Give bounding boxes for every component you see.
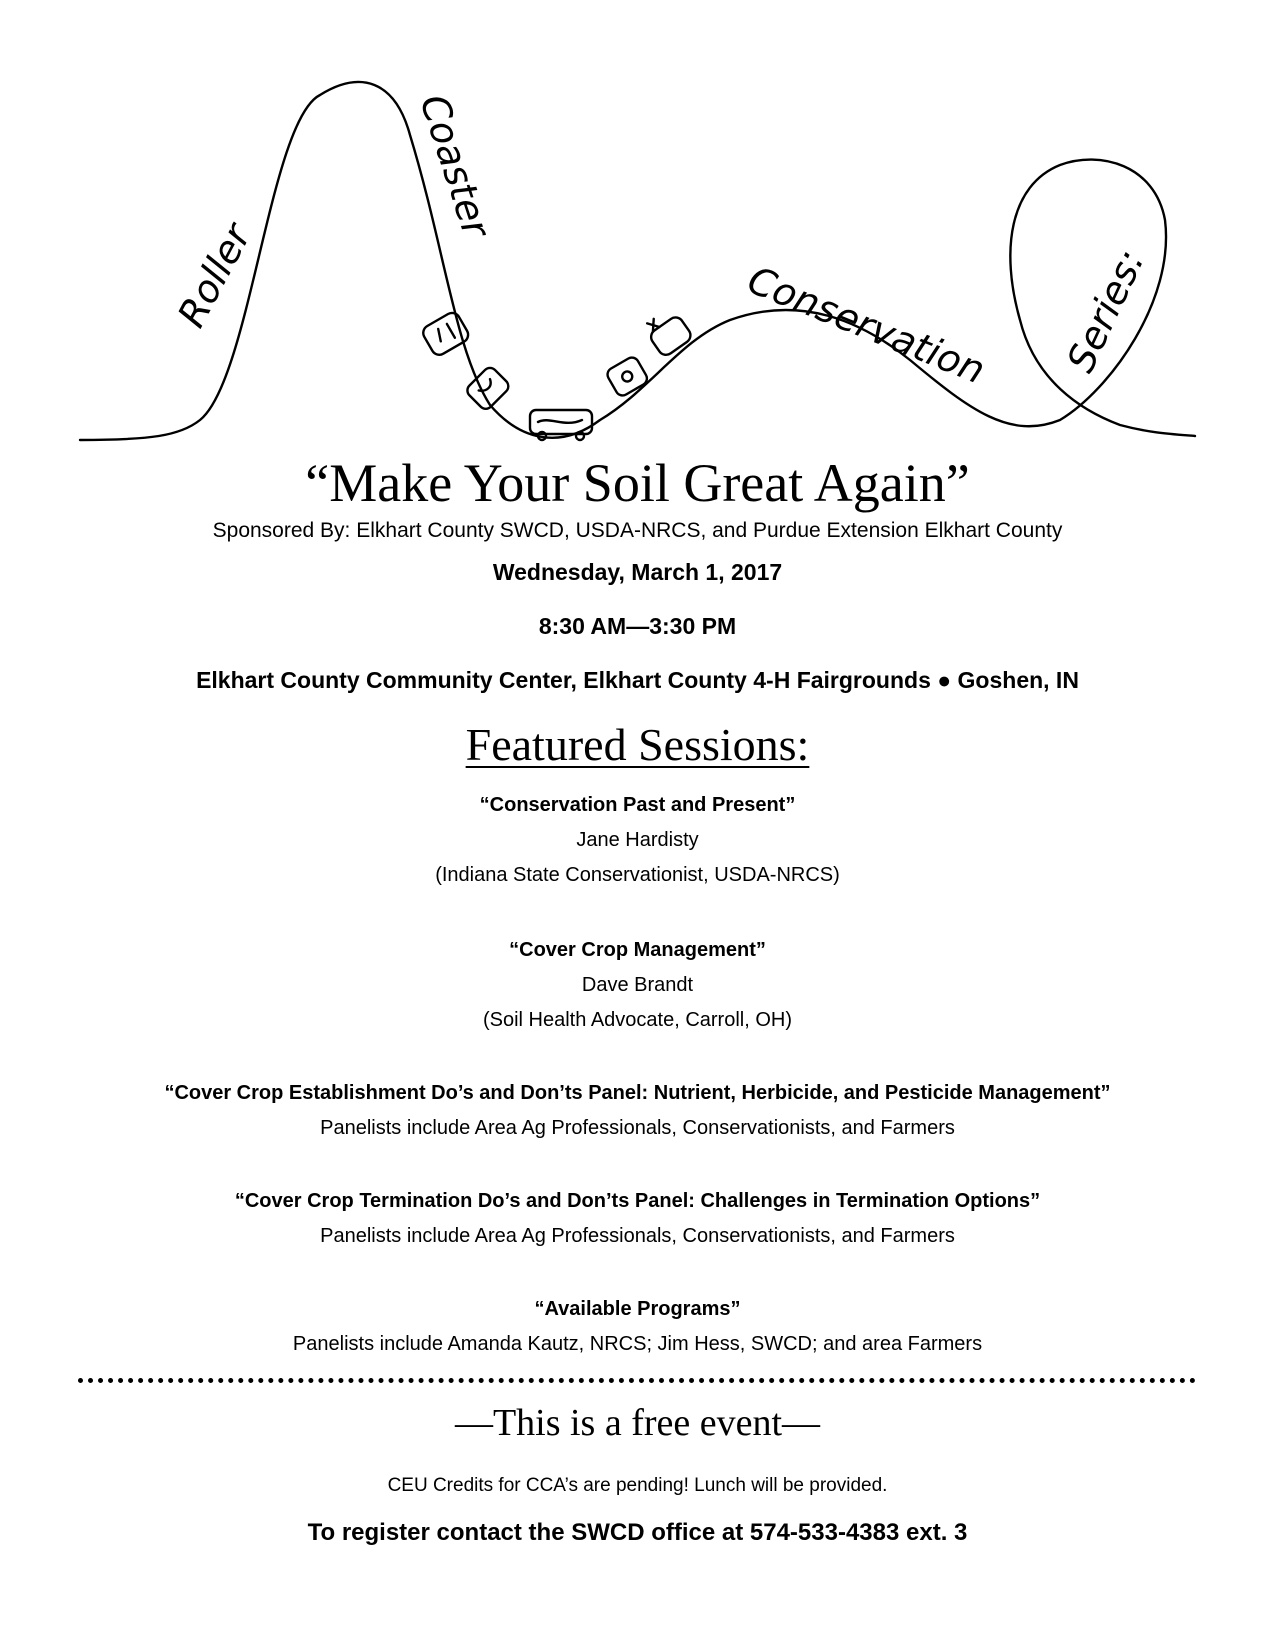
session-affiliation: (Indiana State Conservationist, USDA-NRCS) <box>435 864 840 886</box>
ceu-note: CEU Credits for CCA’s are pending! Lunch will be provided. <box>387 1475 888 1496</box>
coaster-track <box>80 82 1195 440</box>
session-speaker: Panelists include Area Ag Professionals, Conservationists, and Farmers <box>320 1225 955 1247</box>
session-speaker: Panelists include Area Ag Professionals, Conservationists, and Farmers <box>320 1117 955 1139</box>
sponsor-line: Sponsored By: Elkhart County SWCD, USDA-NRCS, and Purdue Extension Elkhart County <box>212 519 1063 542</box>
event-venue: Elkhart County Community Center, Elkhart County 4-H Fairgrounds ● Goshen, IN <box>196 667 1079 693</box>
banner-word-series: Series: <box>1058 242 1153 379</box>
coaster-car-2 <box>465 365 512 412</box>
dotted-divider <box>78 1378 1196 1383</box>
session-title: “Available Programs” <box>534 1298 741 1320</box>
session-speaker: Jane Hardisty <box>576 829 699 851</box>
banner-word-coaster: Coaster <box>411 89 499 243</box>
session-title: “Cover Crop Termination Do’s and Don’ts Panel: Challenges in Termination Options” <box>234 1190 1041 1212</box>
coaster-car-1 <box>420 310 471 358</box>
session-title: “Cover Crop Management” <box>509 939 766 961</box>
coaster-car-5 <box>642 306 693 358</box>
session-title: “Cover Crop Establishment Do’s and Don’ts Panel: Nutrient, Herbicide, and Pesticide Management” <box>164 1082 1111 1104</box>
session-speaker: Panelists include Amanda Kautz, NRCS; Jim Hess, SWCD; and area Farmers <box>292 1333 983 1355</box>
roller-coaster-illustration <box>0 0 1275 480</box>
featured-sessions-heading: Featured Sessions: <box>465 719 810 770</box>
free-event-banner: —This is a free event— <box>454 1402 821 1444</box>
event-date: Wednesday, March 1, 2017 <box>492 559 783 585</box>
session-title: “Conservation Past and Present” <box>479 794 796 816</box>
session-speaker: Dave Brandt <box>581 974 694 996</box>
banner-word-conservation: Conservation <box>741 257 992 393</box>
event-title: “Make Your Soil Great Again” <box>305 453 970 513</box>
event-time: 8:30 AM—3:30 PM <box>538 613 737 639</box>
banner-word-roller: Roller <box>169 216 260 335</box>
session-affiliation: (Soil Health Advocate, Carroll, OH) <box>482 1009 792 1031</box>
coaster-car-4 <box>605 355 649 398</box>
registration-contact: To register contact the SWCD office at 574-533-4383 ext. 3 <box>307 1519 968 1546</box>
